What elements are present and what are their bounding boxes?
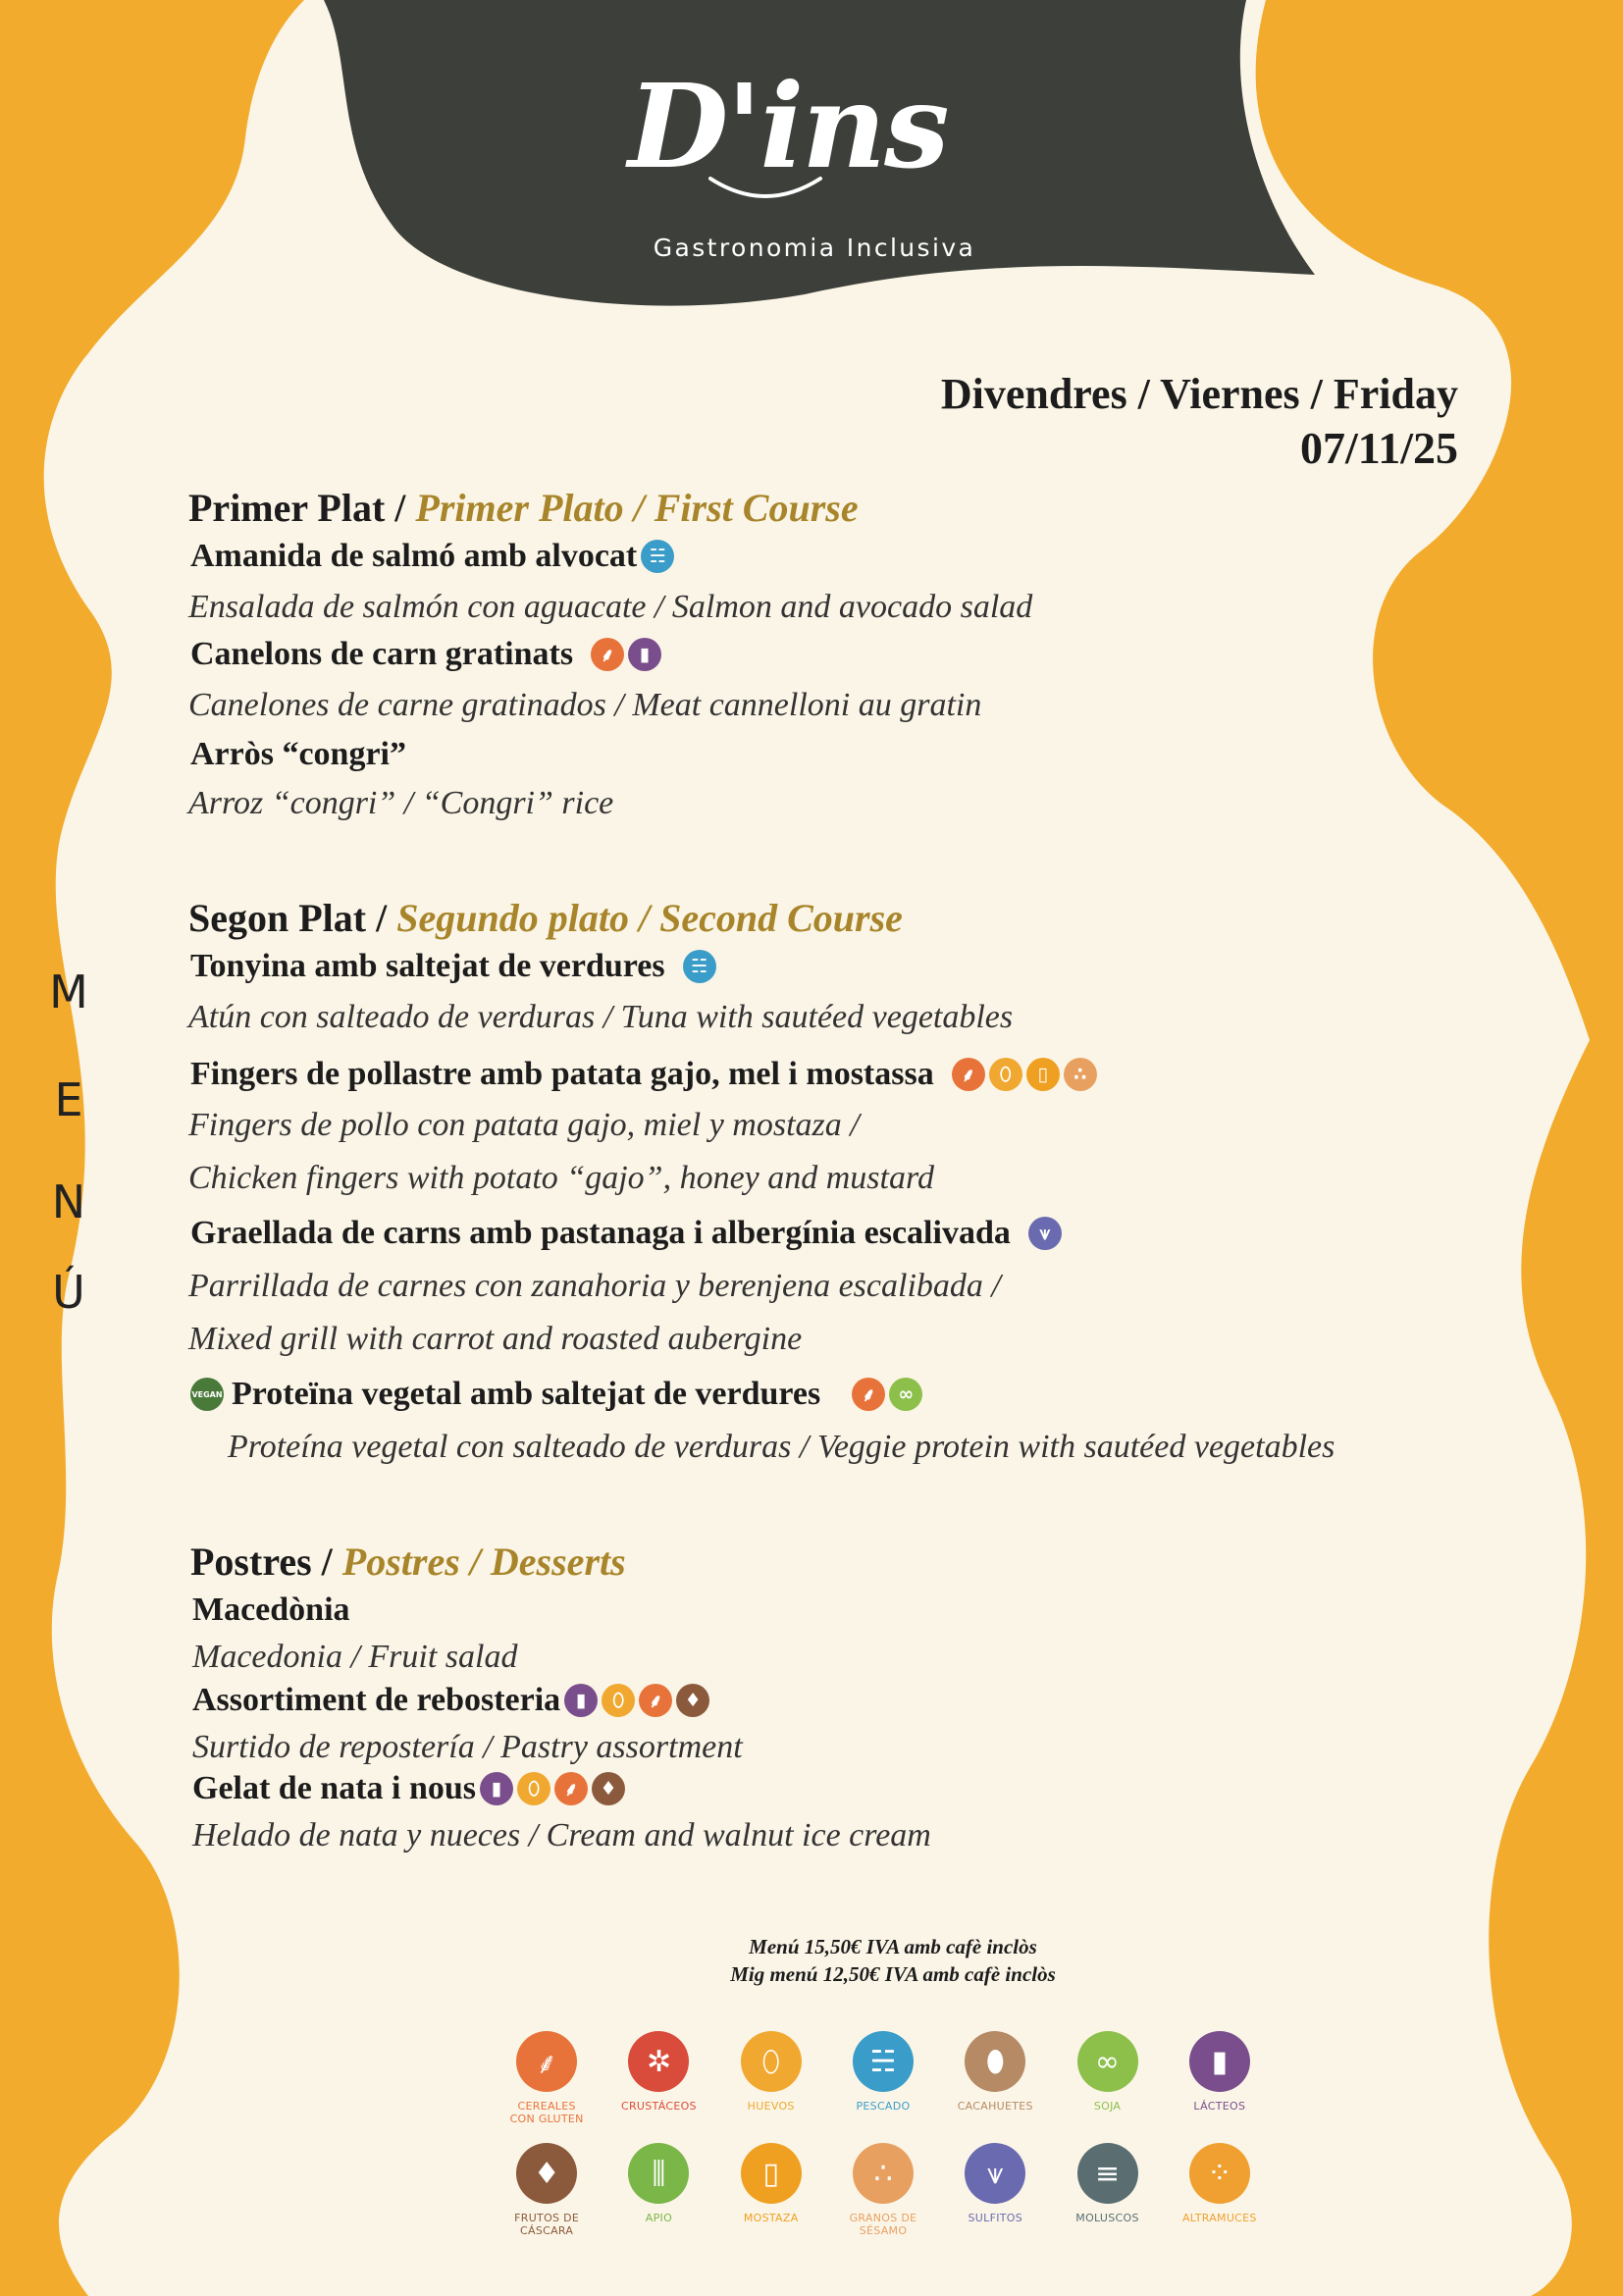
milk-icon: ▮ xyxy=(564,1684,598,1717)
egg-icon: ⬯ xyxy=(517,1772,550,1805)
side-letter: Ú xyxy=(52,1266,85,1319)
allergen-label xyxy=(827,2212,939,2237)
allergen-legend-item xyxy=(1164,2031,1276,2125)
allergen-legend-item xyxy=(602,2031,714,2125)
wine-icon: ⩛ xyxy=(1028,1217,1062,1250)
egg-icon: ⬯ xyxy=(741,2031,802,2092)
half-menu-price: Mig menú 12,50€ IVA amb cafè inclòs xyxy=(730,1962,1056,1986)
allergen-label-line: FRUTOS DE xyxy=(514,2212,580,2224)
dish-name xyxy=(190,1056,1097,1093)
allergen-label xyxy=(1051,2212,1163,2224)
dish-name-text: Canelons de carn gratinats xyxy=(190,636,574,672)
allergen-label-line: MOSTAZA xyxy=(743,2212,799,2224)
sesame-icon: ∴ xyxy=(853,2143,914,2204)
allergen-legend-item xyxy=(491,2143,602,2237)
allergen-label-line: SULFITOS xyxy=(968,2212,1023,2224)
side-letter: E xyxy=(54,1073,83,1126)
side-letter: M xyxy=(49,965,88,1018)
allergen-label xyxy=(602,2100,714,2113)
crab-icon: ✲ xyxy=(628,2031,689,2092)
milk-icon: ▮ xyxy=(1189,2031,1250,2092)
wheat-icon: ⸙ xyxy=(952,1058,985,1091)
vegan-leaf-icon: VEGAN xyxy=(190,1378,224,1411)
dish-description: Parrillada de carnes con zanahoria y berenjena escalibada / xyxy=(188,1268,1001,1304)
section-title-cat: Segon Plat xyxy=(188,896,367,940)
allergen-legend-item xyxy=(715,2143,827,2237)
dish-description: Fingers de pollo con patata gajo, miel y mostaza / xyxy=(188,1107,860,1143)
allergen-label xyxy=(602,2212,714,2224)
lupin-icon: ⁘ xyxy=(1189,2143,1250,2204)
peanut-icon: ⬮ xyxy=(965,2031,1025,2092)
section-title-cat: Postres xyxy=(190,1539,312,1584)
dish-name xyxy=(190,538,674,575)
allergen-label xyxy=(491,2212,602,2237)
fish-icon: ☵ xyxy=(641,540,674,573)
allergen-label-line: LÁCTEOS xyxy=(1193,2100,1246,2113)
dish-name xyxy=(190,636,661,673)
allergen-label-line: SOJA xyxy=(1093,2100,1122,2113)
milk-icon: ▮ xyxy=(480,1772,513,1805)
allergen-label-line: APIO xyxy=(645,2212,673,2224)
allergen-label xyxy=(1164,2100,1276,2113)
allergen-label xyxy=(939,2100,1051,2113)
dish-description: Canelones de carne gratinados / Meat cannelloni au gratin xyxy=(188,687,982,723)
wheat-icon: ⸙ xyxy=(639,1684,672,1717)
dish-name xyxy=(190,736,406,773)
allergen-legend-item xyxy=(1164,2143,1276,2237)
soy-icon: ∞ xyxy=(889,1378,922,1411)
allergen-legend-row xyxy=(491,2031,1276,2125)
dish-description: Surtido de repostería / Pastry assortment xyxy=(192,1729,743,1765)
allergen-label-line: CÁSCARA xyxy=(520,2224,574,2237)
allergen-legend-row xyxy=(491,2143,1276,2237)
shell-icon: ≡ xyxy=(1077,2143,1138,2204)
allergen-legend-item xyxy=(1051,2031,1163,2125)
dish-name-text: Tonyina amb saltejat de verdures xyxy=(190,948,665,984)
fish-icon: ☵ xyxy=(853,2031,914,2092)
dish-name-text: Proteïna vegetal amb saltejat de verdures xyxy=(232,1376,821,1412)
dish-description: Macedonia / Fruit salad xyxy=(192,1639,518,1675)
section-title-translation: Segundo plato / Second Course xyxy=(396,896,903,940)
section-title-desserts: Postres / Postres / Desserts xyxy=(190,1539,626,1584)
dish-description: Atún con salteado de verduras / Tuna with sautéed vegetables xyxy=(188,999,1014,1035)
dish-name xyxy=(192,1770,625,1807)
dish-description: Ensalada de salmón con aguacate / Salmon and avocado salad xyxy=(188,589,1033,625)
mustard-icon: ▯ xyxy=(1026,1058,1060,1091)
mustard-icon: ▯ xyxy=(741,2143,802,2204)
nut-icon: ♦ xyxy=(592,1772,625,1805)
wine-icon: ⩛ xyxy=(965,2143,1025,2204)
logo-smile xyxy=(707,175,824,204)
dish-name xyxy=(190,1215,1062,1252)
allergen-label-line: HUEVOS xyxy=(747,2100,795,2113)
sesame-icon: ∴ xyxy=(1064,1058,1097,1091)
wheat-icon: ⸙ xyxy=(591,638,624,671)
wheat-icon: ⸙ xyxy=(554,1772,588,1805)
allergen-label-line: PESCADO xyxy=(856,2100,911,2113)
allergen-label xyxy=(715,2100,827,2113)
allergen-legend-item xyxy=(715,2031,827,2125)
allergen-label-line: ALTRAMUCES xyxy=(1181,2212,1257,2224)
allergen-legend-item xyxy=(939,2143,1051,2237)
allergen-legend-item xyxy=(602,2143,714,2237)
wheat-icon: ⸙ xyxy=(516,2031,577,2092)
dish-name-text: Macedònia xyxy=(192,1592,350,1628)
allergen-label-line: GRANOS DE xyxy=(849,2212,917,2224)
dish-name-text: Amanida de salmó amb alvocat xyxy=(190,538,638,574)
allergen-label xyxy=(827,2100,939,2113)
dish-description: Chicken fingers with potato “gajo”, honey and mustard xyxy=(188,1160,934,1196)
wheat-icon: ⸙ xyxy=(852,1378,885,1411)
side-letter: N xyxy=(51,1175,86,1228)
menu-date: 07/11/25 xyxy=(1299,423,1458,473)
soy-icon: ∞ xyxy=(1077,2031,1138,2092)
allergen-legend-item xyxy=(491,2031,602,2125)
allergen-label xyxy=(1051,2100,1163,2113)
dish-name-text: Gelat de nata i nous xyxy=(192,1770,477,1806)
section-title-translation: Primer Plato / First Course xyxy=(415,486,859,530)
dish-description: Arroz “congri” / “Congri” rice xyxy=(188,785,614,821)
dish-name xyxy=(190,1376,922,1413)
milk-icon: ▮ xyxy=(628,638,661,671)
allergen-legend-item xyxy=(827,2031,939,2125)
allergen-label xyxy=(1164,2212,1276,2224)
section-title-cat: Primer Plat xyxy=(188,486,386,530)
section-title-second-course: Segon Plat / Segundo plato / Second Course xyxy=(188,896,903,940)
allergen-label-line: SÉSAMO xyxy=(859,2224,908,2237)
nut-icon: ♦ xyxy=(516,2143,577,2204)
logo: D'ins xyxy=(628,58,948,194)
allergen-label xyxy=(715,2212,827,2224)
tagline: Gastronomia Inclusiva xyxy=(653,234,976,262)
dish-name xyxy=(192,1682,709,1719)
dish-name xyxy=(190,948,716,985)
nut-icon: ♦ xyxy=(676,1684,709,1717)
dish-name-text: Graellada de carns amb pastanaga i albergínia escalivada xyxy=(190,1215,1011,1251)
dish-description: Proteína vegetal con salteado de verduras / Veggie protein with sautéed vegetables xyxy=(228,1429,1335,1465)
menu-price: Menú 15,50€ IVA amb cafè inclòs xyxy=(749,1935,1037,1958)
dish-name-text: Assortiment de rebosteria xyxy=(192,1682,561,1718)
menu-day: Divendres / Viernes / Friday xyxy=(940,370,1458,418)
dish-name xyxy=(192,1592,350,1629)
section-title-first-course: Primer Plat / Primer Plato / First Course xyxy=(188,486,859,530)
egg-icon: ⬯ xyxy=(602,1684,635,1717)
dish-name-text: Fingers de pollastre amb patata gajo, mel i mostassa xyxy=(190,1056,934,1092)
fish-icon: ☵ xyxy=(683,950,716,983)
dish-description: Mixed grill with carrot and roasted aubergine xyxy=(188,1321,803,1357)
allergen-label xyxy=(491,2100,602,2125)
allergen-label-line: MOLUSCOS xyxy=(1075,2212,1139,2224)
allergen-label xyxy=(939,2212,1051,2224)
egg-icon: ⬯ xyxy=(989,1058,1022,1091)
allergen-label-line: CACAHUETES xyxy=(957,2100,1033,2113)
allergen-legend-item xyxy=(1051,2143,1163,2237)
allergen-label-line: CEREALES xyxy=(517,2100,576,2113)
celery-icon: ⫼ xyxy=(628,2143,689,2204)
allergen-label-line: CON GLUTEN xyxy=(509,2113,584,2125)
allergen-legend-item xyxy=(827,2143,939,2237)
section-title-translation: Postres / Desserts xyxy=(341,1539,626,1584)
dish-name-text: Arròs “congri” xyxy=(190,736,407,772)
allergen-label-line: CRUSTÁCEOS xyxy=(621,2100,697,2113)
allergen-legend-item xyxy=(939,2031,1051,2125)
dish-description: Helado de nata y nueces / Cream and walnut ice cream xyxy=(192,1817,931,1853)
